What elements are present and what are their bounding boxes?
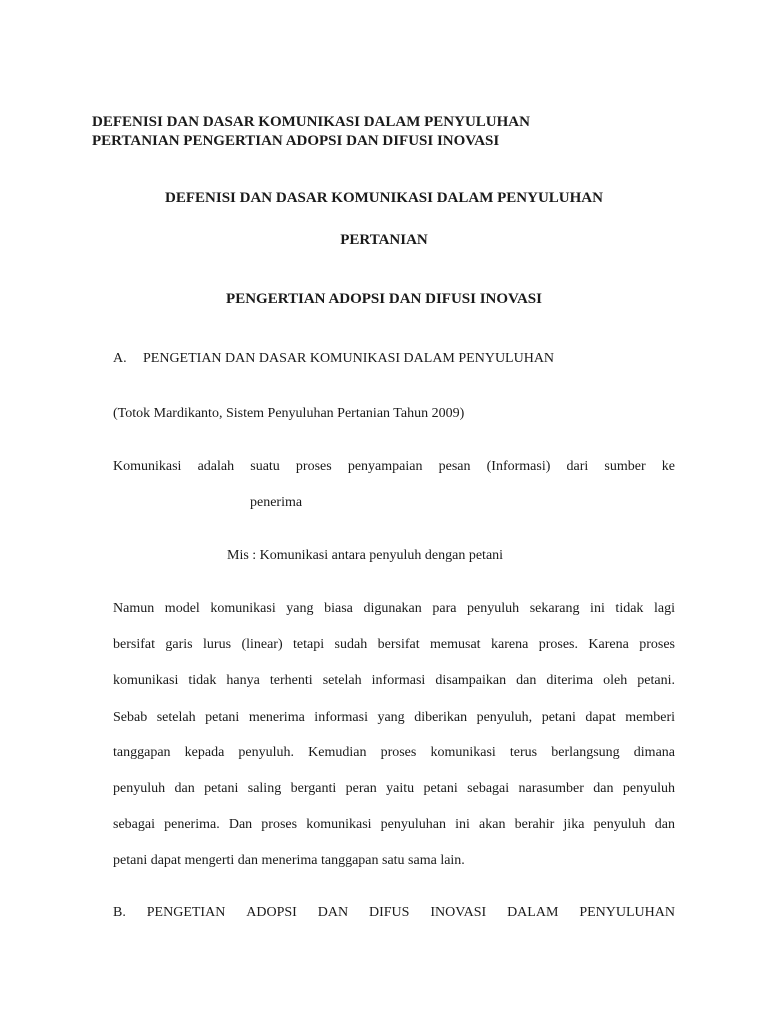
paragraph-line: tanggapan kepada penyuluh. Kemudian proses komunikasi terus berlangsung dimana — [113, 745, 675, 760]
document-title-line-1: DEFENISI DAN DASAR KOMUNIKASI DALAM PENYULUHAN — [92, 114, 530, 130]
section-b-word: PENYULUHAN — [579, 905, 675, 920]
citation: (Totok Mardikanto, Sistem Penyuluhan Pertanian Tahun 2009) — [113, 406, 465, 421]
section-b-word: INOVASI — [430, 905, 487, 920]
section-b-word: PENGETIAN — [146, 905, 226, 920]
example-text: Mis : Komunikasi antara penyuluh dengan petani — [227, 548, 504, 563]
definition-line-1: Komunikasi adalah suatu proses penyampaian pesan (Informasi) dari sumber ke — [113, 459, 675, 474]
paragraph-line: penyuluh dan petani saling berganti peran yaitu petani sebagai narasumber dan penyuluh — [113, 781, 675, 796]
definition-line-2: penerima — [250, 495, 303, 510]
section-b-heading — [113, 905, 675, 921]
document-title-line-2: PERTANIAN PENGERTIAN ADOPSI DAN DIFUSI INOVASI — [92, 133, 500, 149]
section-b-word: DIFUS — [369, 905, 410, 920]
heading-line-1: DEFENISI DAN DASAR KOMUNIKASI DALAM PENYULUHAN — [165, 190, 603, 206]
heading-line-2: PERTANIAN — [340, 232, 428, 248]
paragraph-line: petani dapat mengerti dan menerima tanggapan satu sama lain. — [113, 853, 465, 868]
document-title — [92, 113, 530, 151]
section-b-word: ADOPSI — [246, 905, 297, 920]
paragraph-line: bersifat garis lurus (linear) tetapi sudah bersifat memusat karena proses. Karena proses — [113, 637, 675, 652]
section-a-title: PENGETIAN DAN DASAR KOMUNIKASI DALAM PENYULUHAN — [143, 351, 555, 366]
paragraph-line: komunikasi tidak hanya terhenti setelah informasi disampaikan dan diterima oleh petani. — [113, 673, 675, 688]
paragraph-line: Sebab setelah petani menerima informasi yang diberikan penyuluh, petani dapat memberi — [113, 710, 675, 725]
paragraph-line: sebagai penerima. Dan proses komunikasi penyuluhan ini akan berahir jika penyuluh dan — [113, 817, 675, 832]
heading-line-3: PENGERTIAN ADOPSI DAN DIFUSI INOVASI — [226, 291, 542, 307]
section-a-number: A. — [113, 351, 127, 366]
section-b-word: DAN — [317, 905, 349, 920]
section-b-word: DALAM — [507, 905, 559, 920]
section-b-number: B. — [113, 905, 126, 920]
paragraph-line: Namun model komunikasi yang biasa digunakan para penyuluh sekarang ini tidak lagi — [113, 601, 675, 616]
